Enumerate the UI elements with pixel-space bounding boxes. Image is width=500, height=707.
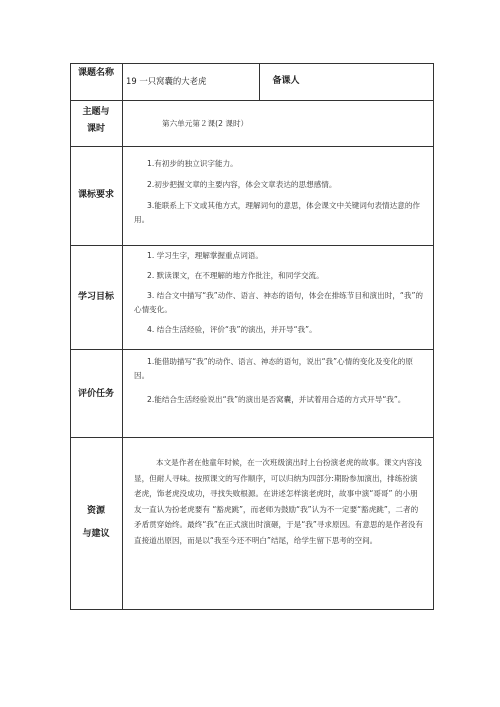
table-border-bottom bbox=[70, 609, 434, 610]
table-divider bbox=[70, 349, 434, 350]
table-border-right bbox=[433, 63, 434, 610]
resources-label-line1: 资源 bbox=[86, 506, 105, 516]
list-item: 2.能结合生活经验说出“我”的演出是否窝囊，并试着用合适的方式开导“我”。 bbox=[147, 395, 406, 404]
table-border-top bbox=[70, 63, 434, 64]
table-divider bbox=[70, 100, 434, 101]
list-item: 3.能联系上下文或其他方式，理解词句的意思，体会课文中关键词句表情达意的作用。 bbox=[134, 201, 421, 224]
table-divider bbox=[70, 245, 434, 246]
list-item: 2.初步把握文章的主要内容，体会文章表达的思想感情。 bbox=[147, 180, 337, 189]
lesson-plan-table bbox=[70, 63, 434, 610]
resources-paragraph: 本文是作者在他童年时候，在一次班级演出时上台扮演老虎的故事。课文内容浅显，但耐人寻味。按照课文的写作顺序，可以归纳为四部分:期盼参加演出，排练扮演老虎，饰老虎没成功，寻找失败根源。在讲述怎样演老虎时，故事中演“哥哥” 的小朋友一直认为扮老虎要有 “豁虎跳”，而老师为鼓励“我”认为不一定要“豁虎跳”，二者的矛盾贯穿始终。最终“我”在正式演出时演砸，于是“我”寻求原因。有意思的是作者没有直接道出原因，而是以“我至今还不明白”结尾，给学生留下思考的空间。 bbox=[134, 458, 424, 545]
topic-label-line2: 课时 bbox=[86, 124, 105, 134]
topic-label bbox=[70, 104, 122, 138]
goals-label: 学习目标 bbox=[77, 292, 114, 302]
standards-content bbox=[134, 157, 424, 227]
list-item: 2. 默读课文，在不理解的地方作批注，和同学交流。 bbox=[147, 271, 324, 280]
topic-value: 第六单元第２课(2 课时） bbox=[162, 119, 249, 128]
resources-content bbox=[134, 455, 424, 548]
list-item: 3. 结合文中描写“我”动作、语言、神态的语句，体会在排练节目和演出时，“我”的心情变化。 bbox=[134, 291, 423, 314]
topic-label-line1: 主题与 bbox=[82, 107, 110, 117]
goals-content bbox=[134, 249, 424, 337]
table-divider bbox=[70, 437, 434, 438]
preparer-label: 备课人 bbox=[272, 76, 300, 86]
table-divider bbox=[122, 63, 123, 610]
resources-label bbox=[70, 503, 122, 543]
standards-label: 课标要求 bbox=[77, 190, 114, 200]
resources-label-line2: 与建议 bbox=[82, 529, 110, 539]
title-value: 19 一只窝囊的大老虎 bbox=[126, 76, 207, 86]
title-label: 课题名称 bbox=[77, 68, 114, 78]
list-item: 1.有初步的独立识字能力。 bbox=[147, 159, 238, 168]
list-item: 1. 学习生字，理解掌握重点词语。 bbox=[147, 251, 263, 260]
table-divider bbox=[70, 146, 434, 147]
assessment-label: 评价任务 bbox=[77, 389, 114, 399]
list-item: 1.能借助描写“我”的动作、语言、神态的语句，说出“我”心情的变化及变化的原因。 bbox=[134, 357, 413, 380]
list-item: 4. 结合生活经验，评价“我”的演出，并开导“我”。 bbox=[147, 325, 317, 334]
assessment-content bbox=[134, 355, 424, 407]
